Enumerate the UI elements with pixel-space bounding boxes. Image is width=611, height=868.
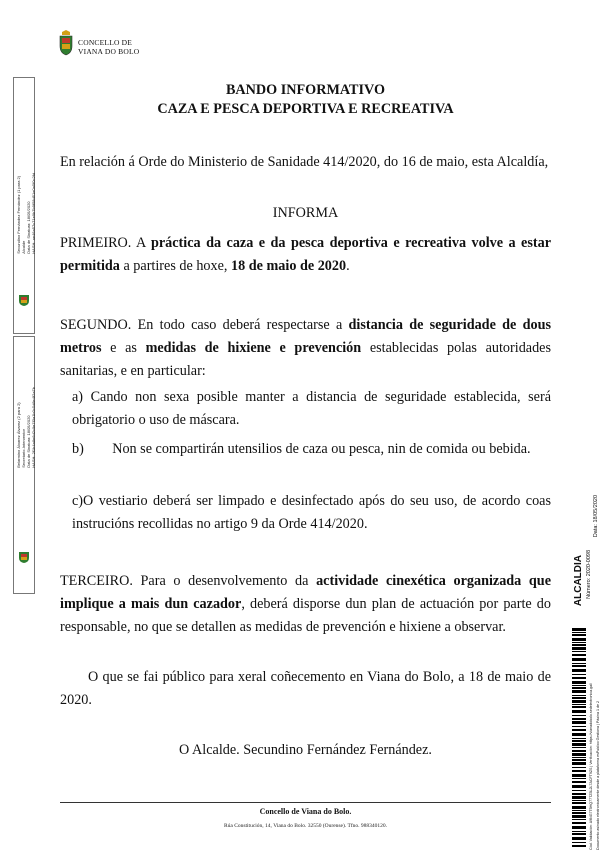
barcode-bar (572, 822, 586, 824)
barcode-bar (572, 697, 586, 699)
barcode-bar (572, 700, 586, 703)
barcode-bar (572, 790, 586, 791)
barcode-bar (572, 750, 586, 752)
document-title: BANDO INFORMATIVO (225, 82, 386, 98)
paragraph-segundo: SEGUNDO. En todo caso deberá respectarse a distancia de seguridade de dous metros e as medidas de hixiene e prevención establecidas polas autoridades sanitarias, e en particular: (60, 317, 551, 379)
barcode-bar (572, 677, 586, 679)
barcode-bar (572, 718, 586, 720)
barcode-bar (572, 634, 586, 636)
barcode-bar (572, 819, 586, 820)
seal-icon (18, 550, 30, 564)
barcode (572, 628, 586, 848)
barcode-bar (572, 715, 586, 716)
barcode-bar (572, 726, 586, 727)
intro-paragraph: En relación á Orde do Ministerio de Sanidade 414/2020, do 16 de maio, esta Alcaldía, (60, 154, 549, 170)
barcode-bar (572, 845, 586, 847)
barcode-bar (572, 695, 586, 696)
barcode-bar (572, 738, 586, 739)
signature-stamp-2: Belarmino Álvarez Álvarez (2 para 2) Secretario-Interventor Data de Sinatura: 18/05/2020 HASH: 2f1b4a8e6d2c9e7f3a1b0c5d8e4f2a7b (13, 336, 35, 594)
coat-of-arms-icon (58, 30, 74, 56)
barcode-bar (572, 837, 586, 840)
barcode-bar (572, 753, 586, 756)
list-item-a: a) Cando non sexa posible manter a distancia de seguridade establecida, será obrigatorio o uso de máscara. (72, 389, 551, 428)
barcode-bar (572, 762, 586, 765)
stamp-verification: Cód. Validación: A9NG7T5HQ77TZ5L2L7ACFT9ZS | Verificación: https://vianadobolo.sedelectronica.gal/ (589, 683, 593, 850)
barcode-bar (572, 647, 586, 650)
barcode-bar (572, 710, 586, 713)
barcode-bar (572, 810, 586, 811)
barcode-bar (572, 747, 586, 748)
barcode-bar (572, 759, 586, 761)
barcode-bar (572, 826, 586, 829)
barcode-bar (572, 733, 586, 736)
barcode-bar (572, 663, 586, 664)
stamp-signed-doc: Documento asinado electronicamente desde a plataforma esPublico Gestiona | Páxina 1 de 2 (596, 701, 600, 850)
footer-org: Concello de Viana do Bolo. (259, 807, 352, 816)
footer-address: Rúa Constitución, 14, Viana do Bolo. 32550 (Ourense). Tfno. 988340120. (223, 823, 388, 829)
barcode-bar (572, 644, 586, 646)
barcode-bar (572, 774, 586, 777)
barcode-bar (572, 842, 586, 843)
barcode-bar (572, 638, 586, 641)
barcode-bar (572, 687, 586, 689)
paragraph-primeiro: PRIMEIRO. A práctica da caza e da pesca deportiva e recreativa volve a estar permitida a partires de hoxe, 18 de maio de 2020. (60, 235, 551, 274)
barcode-bar (572, 778, 586, 779)
barcode-bar (572, 800, 586, 801)
stamp-number: Número: 2020-0098 (586, 550, 592, 599)
barcode-bar (572, 757, 586, 758)
barcode-bar (572, 665, 586, 667)
list-item-b: b) Non se compartirán utensilios de caza ou pesca, nin de comida ou bebida. (72, 441, 531, 457)
barcode-bar (572, 740, 586, 742)
barcode-bar (572, 802, 586, 804)
signature-line: O Alcalde. Secundino Fernández Fernández. (179, 742, 432, 758)
closing-paragraph: O que se fai público para xeral coñecemento en Viana do Bolo, a 18 de maio de 2020. (60, 669, 551, 708)
signature-stamp-1: Secundino Fernández Fernández (1 para 2) Alcalde Data de Sinatura: 18/05/2020 HASH: ae46a57c71e9b7b9f58d51e0a5f0c2fd (13, 77, 35, 334)
barcode-bar (572, 628, 586, 631)
barcode-bar (572, 815, 586, 818)
barcode-bar (572, 796, 586, 799)
barcode-bar (572, 833, 586, 835)
barcode-bar (572, 654, 586, 656)
footer-divider (60, 802, 551, 803)
barcode-bar (572, 658, 586, 661)
document-subtitle: CAZA E PESCA DEPORTIVA E RECREATIVA (157, 101, 454, 117)
org-name: CONCELLO DE VIANA DO BOLO (78, 38, 140, 56)
barcode-bar (572, 685, 586, 686)
barcode-bar (572, 674, 586, 675)
barcode-bar (572, 651, 586, 652)
list-item-c: c)O vestiario deberá ser limpado e desinfectado após do seu uso, de acordo coas instrucións recollidas no artigo 9 da Orde 414/2020. (72, 493, 551, 532)
barcode-bar (572, 681, 586, 684)
barcode-bar (572, 642, 586, 643)
barcode-bar (572, 706, 586, 708)
stamp-department: ALCALDIA (573, 555, 584, 607)
paragraph-terceiro: TERCEIRO. Para o desenvolvemento da actividade cinexética organizada que implique a mais dun cazador, deberá disporse dun plan de actuación por parte do responsable, no que se detallen as medidas de prevención e hixiene a observar. (60, 573, 551, 635)
informa-heading: INFORMA (272, 205, 339, 221)
barcode-bar (572, 721, 586, 724)
stamp-date: Data: 18/05/2020 (593, 495, 599, 538)
barcode-bar (572, 743, 586, 746)
barcode-bar (572, 785, 586, 788)
barcode-bar (572, 767, 586, 768)
barcode-bar (572, 669, 586, 672)
seal-icon (18, 293, 30, 307)
barcode-bar (572, 632, 586, 633)
barcode-bar (572, 793, 586, 795)
barcode-bar (572, 812, 586, 814)
barcode-bar (572, 690, 586, 693)
barcode-bar (572, 704, 586, 705)
barcode-bar (572, 729, 586, 731)
barcode-bar (572, 770, 586, 772)
barcode-bar (572, 781, 586, 783)
barcode-bar (572, 831, 586, 832)
barcode-bar (572, 806, 586, 809)
